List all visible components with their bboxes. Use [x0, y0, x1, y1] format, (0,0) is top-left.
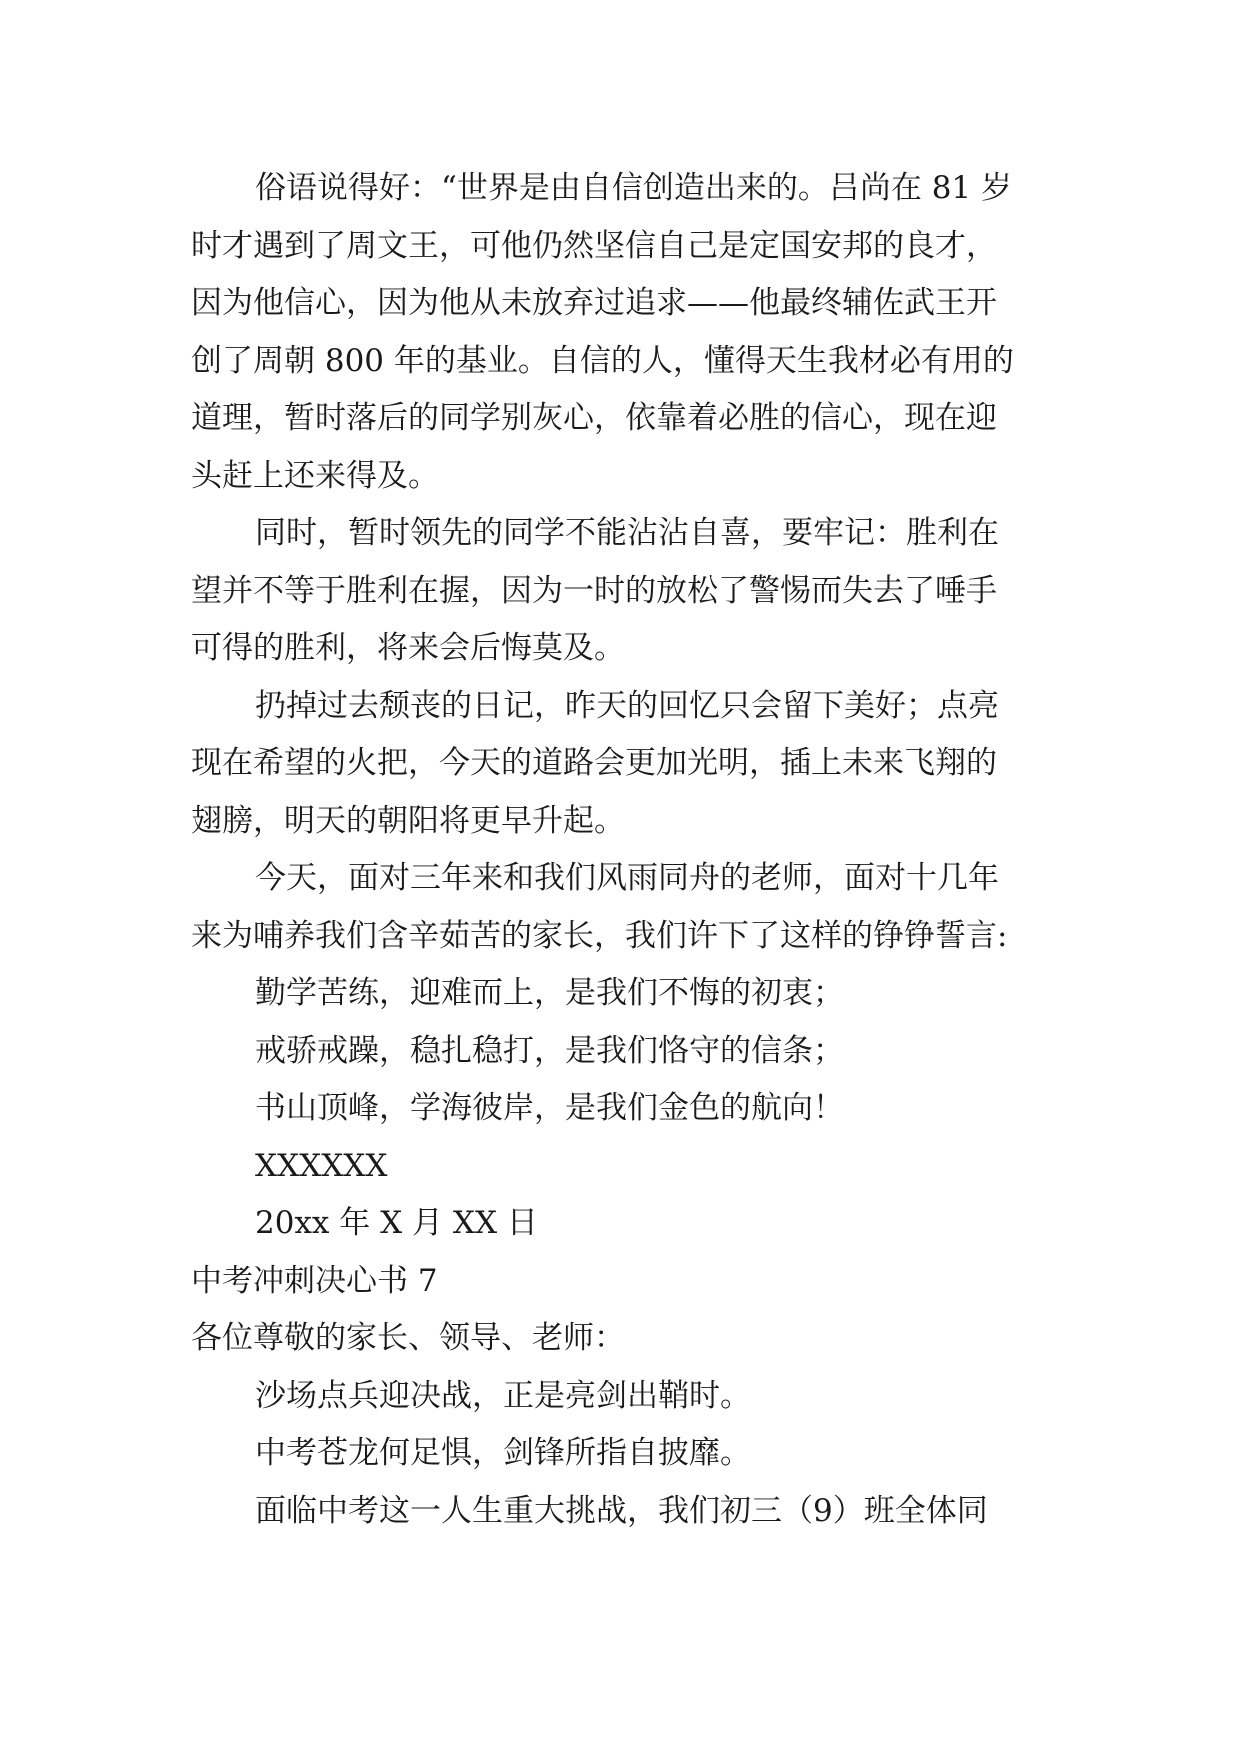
oath-line: 勤学苦练，迎难而上，是我们不悔的初衷； [255, 975, 844, 1011]
salutation: 各位尊敬的家长、领导、老师： [191, 1320, 625, 1356]
oath-line: 书山顶峰，学海彼岸，是我们金色的航向！ [255, 1090, 844, 1126]
text-line: 俗语说得好：“世界是由自信创造出来的。吕尚在 81 岁 [255, 170, 1013, 206]
text-line: 头赶上还来得及。 [191, 457, 439, 494]
text-line: 今天，面对三年来和我们风雨同舟的老师，面对十几年 [255, 860, 999, 896]
text-line: 翅膀，明天的朝阳将更早升起。 [191, 802, 625, 839]
text-line: 创了周朝 800 年的基业。自信的人，懂得天生我材必有用的 [191, 342, 1014, 379]
text-line: 扔掉过去颓丧的日记，昨天的回忆只会留下美好；点亮 [255, 687, 999, 724]
text-line: 望并不等于胜利在握，因为一时的放松了警惕而失去了唾手 [191, 572, 997, 609]
signature: XXXXXX [255, 1147, 388, 1184]
text-line: 中考苍龙何足惧，剑锋所指自披靡。 [255, 1435, 751, 1471]
text-line: 沙场点兵迎决战，正是亮剑出鞘时。 [255, 1377, 751, 1414]
text-line: 来为哺养我们含辛茹苦的家长，我们许下了这样的铮铮誓言: [191, 917, 1008, 954]
text-line: 同时，暂时领先的同学不能沾沾自喜，要牢记：胜利在 [255, 515, 999, 551]
oath-line: 戒骄戒躁，稳扎稳打，是我们恪守的信条； [255, 1032, 844, 1069]
text-line: 时才遇到了周文王，可他仍然坚信自己是定国安邦的良才， [191, 227, 997, 264]
text-line: 现在希望的火把，今天的道路会更加光明，插上未来飞翔的 [191, 745, 997, 781]
text-line: 面临中考这一人生重大挑战，我们初三（9）班全体同 [255, 1492, 988, 1529]
text-line: 道理，暂时落后的同学别灰心，依靠着必胜的信心，现在迎 [191, 400, 997, 436]
text-line: 可得的胜利，将来会后悔莫及。 [191, 630, 625, 666]
text-line: 因为他信心，因为他从未放弃过追求——他最终辅佐武王开 [191, 285, 997, 321]
document-page [191, 160, 1051, 1540]
section-title: 中考冲刺决心书 7 [191, 1262, 438, 1299]
date: 20xx 年 X 月 XX 日 [255, 1205, 538, 1241]
